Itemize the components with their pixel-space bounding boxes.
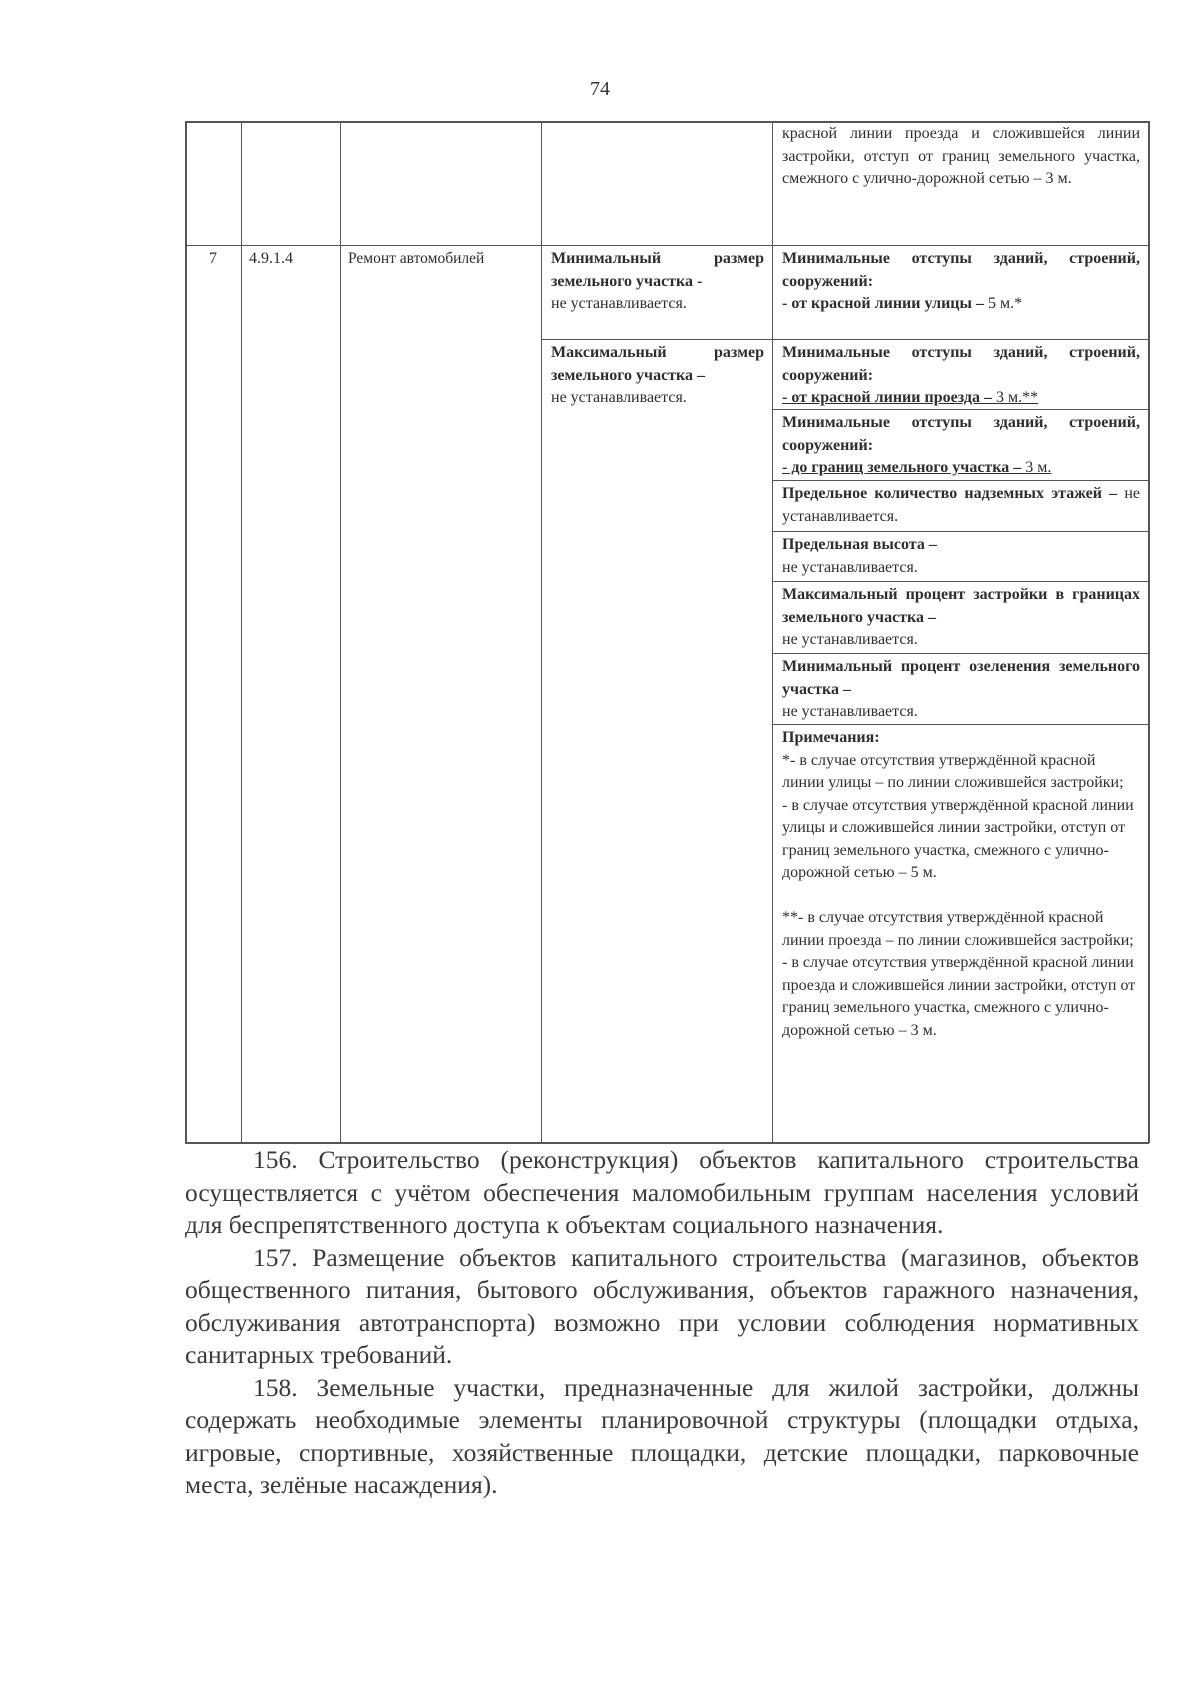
table-border-left	[185, 121, 187, 1143]
setback-street-value: 5 м.*	[988, 295, 1023, 312]
min-size-title: Минимальный размер земельного участка -	[551, 250, 764, 290]
cell-divider-param-5	[772, 581, 1149, 582]
note-3: **- в случае отсутствия утверждённой красной линии проезда – по линии сложившейся застройки;	[782, 909, 1134, 949]
coverage-cell	[782, 584, 1140, 652]
body-text	[185, 1144, 1139, 1502]
greening-title: Минимальный процент озеленения земельного участка –	[782, 658, 1140, 698]
cell-divider-param-3	[772, 480, 1149, 481]
carryover-note: красной линии проезда и сложившейся линии застройки, отступ от границ земельного участка, смежного с улично-дорожной сетью – 3 м.	[782, 125, 1140, 187]
setback-street-title: Минимальные отступы зданий, строений, сооружений:	[782, 250, 1140, 290]
cell-divider-param-6	[772, 653, 1149, 654]
max-size-title: Максимальный размер земельного участка –	[551, 344, 764, 384]
column-divider-3	[541, 121, 542, 1143]
setback-driveway-title: Минимальные отступы зданий, строений, сооружений:	[782, 344, 1140, 384]
setback-boundary-label: - до границ земельного участка –	[782, 459, 1026, 476]
max-size-cell	[551, 342, 764, 410]
coverage-title: Максимальный процент застройки в границах земельного участка –	[782, 586, 1140, 626]
paragraph-157: 157. Размещение объектов капитального строительства (магазинов, объектов общественного питания, бытового обслуживания, объектов гаражного назначения, обслуживания автотранспорта) возможно при условии соблюдения нормативных санитарных требований.	[185, 1242, 1139, 1369]
setback-boundary-title: Минимальные отступы зданий, строений, сооружений:	[782, 414, 1140, 454]
setback-driveway-value: 3 м.**	[995, 389, 1039, 406]
floors-cell	[782, 483, 1140, 528]
coverage-value: не устанавливается.	[782, 631, 918, 648]
use-code: 4.9.1.4	[249, 250, 293, 267]
max-size-value: не устанавливается.	[551, 389, 687, 406]
table-border-right	[1148, 121, 1150, 1143]
height-cell	[782, 534, 1140, 579]
row-divider	[185, 245, 1149, 246]
notes-cell	[782, 727, 1140, 1042]
height-title: Предельная высота –	[782, 536, 937, 553]
cell-divider-param-7	[772, 724, 1149, 725]
height-value: не устанавливается.	[782, 558, 918, 576]
setback-driveway-cell	[782, 342, 1140, 410]
paragraph-156: 156. Строительство (реконструкция) объектов капитального строительства осуществляется с учётом обеспечения маломобильным группам населения условий для беспрепятственного доступа к объектам социального назначения.	[185, 1145, 1139, 1239]
note-1: *- в случае отсутствия утверждённой красной линии улицы – по линии сложившейся застройки;	[782, 751, 1124, 791]
setback-street-label: - от красной линии улицы –	[782, 295, 988, 312]
column-divider-4	[772, 121, 773, 1143]
setback-boundary-cell	[782, 412, 1140, 480]
cell-divider-param-4	[772, 531, 1149, 532]
note-2: - в случае отсутствия утверждённой красной линии улицы и сложившейся линии застройки, отступ от границ земельного участка, смежного с улично-дорожной сетью – 5 м.	[782, 796, 1134, 881]
row-number: 7	[209, 250, 217, 267]
min-size-value: не устанавливается.	[551, 295, 687, 312]
min-size-cell	[551, 248, 764, 316]
column-divider-1	[241, 121, 242, 1143]
column-divider-2	[340, 121, 341, 1143]
greening-cell	[782, 656, 1140, 724]
cell-divider-param-1	[772, 339, 1149, 340]
paragraph-158: 158. Земельные участки, предназначенные для жилой застройки, должны содержать необходимые элементы планировочной структуры (площадки отдыха, игровые, спортивные, хозяйственные площадки, детские площадки, парковочные места, зелёные насаждения).	[185, 1372, 1139, 1499]
floors-value: не устанавливается.	[782, 485, 1140, 525]
note-4: - в случае отсутствия утверждённой красной линии проезда и сложившейся линии застройки, отступ от границ земельного участка, смежного с улично-дорожной сетью – 3 м.	[782, 954, 1136, 1039]
use-name: Ремонт автомобилей	[348, 250, 485, 267]
page-number: 74	[590, 78, 610, 100]
setback-street-cell	[782, 248, 1140, 316]
notes-title: Примечания:	[782, 729, 880, 746]
cell-divider-size	[541, 339, 772, 340]
greening-value: не устанавливается.	[782, 703, 918, 720]
setback-driveway-label: - от красной линии проезда –	[782, 389, 996, 406]
setback-boundary-value: 3 м.	[1025, 459, 1052, 476]
zoning-table	[185, 121, 1149, 1143]
floors-title: Предельное количество надземных этажей –	[782, 485, 1125, 502]
